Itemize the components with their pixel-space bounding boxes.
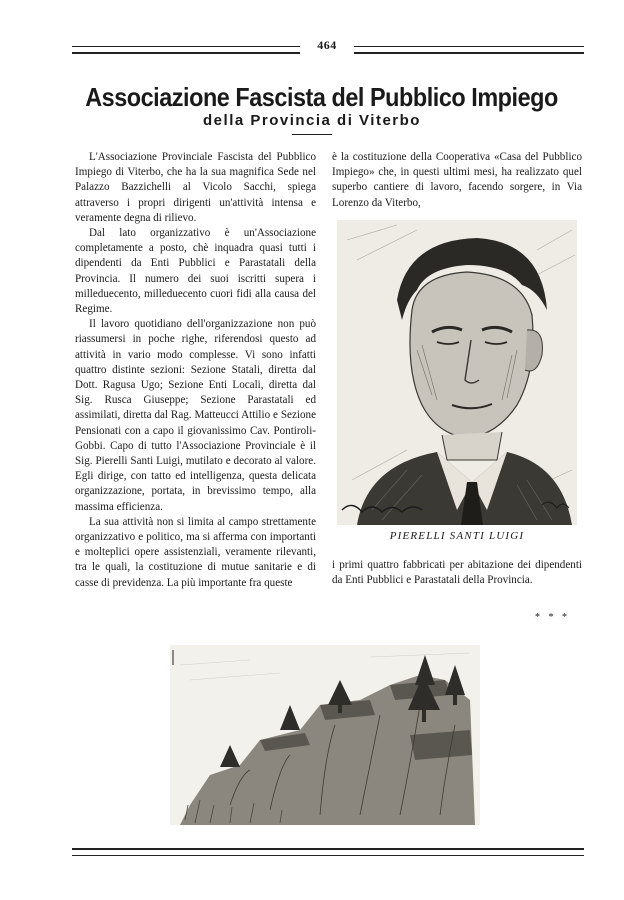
right-column-top	[332, 150, 582, 211]
article-subtitle: della Provincia di Viterbo	[203, 112, 421, 129]
paragraph-1: L'Associazione Provinciale Fascista del Pubblico Impiego di Viterbo, che ha la sua magnifica Sede nel Palazzo Bazzichelli al Vicolo Sacchi, spiega attraverso i propri dirigenti un'attività intensa e veramente degna di rilievo.	[75, 151, 316, 224]
page-header	[72, 38, 584, 58]
portrait-caption: PIERELLI SANTI LUIGI	[389, 530, 525, 542]
paragraph-conclusion: i primi quattro fabbricati per abitazione dei dipendenti da Enti Pubblici e Parastatali della Provincia.	[332, 559, 582, 587]
paragraph-4: La sua attività non si limita al campo strettamente organizzativo e politico, ma si afferma con importanti e molteplici opere assistenziali, veramente rilevanti, tra le quali, la costituzione di mutue sanitarie e di casse di previdenza. La più importante fra queste	[75, 515, 316, 589]
left-column	[75, 150, 316, 591]
header-rule-left	[72, 46, 300, 54]
paragraph-continued: è la costituzione della Cooperativa «Casa del Pubblico Impiego» che, in questi ultimi mesi, ha realizzato quel superbo cantiere di lavoro, facendo sorgere, in Via Lorenzo da Viterbo,	[332, 151, 582, 209]
page-number: 464	[317, 38, 337, 52]
landscape-illustration	[170, 645, 480, 825]
paragraph-3: Il lavoro quotidiano dell'organizzazione non può riassumersi in poche righe, riferendosi questo ad attività in vario modo complesse. Vi sono infatti quattro distinte sezioni: Sezione Statali, diretta dal Dott. Ragusa Ugo; Sezione Enti Locali, diretta dal Sig. Rusca Giuseppe; Sezione Parastatali ed assimilati, diretta dal Rag. Matteucci Attilio e Sezione Pensionati con a capo il giovanissimo Cav. Pontiroli-Gobbi. Capo di tutto l'Associazione Provinciale è il Sig. Pierelli Santi Luigi, mutilato e decorato al valore. Egli dirige, con tatto ed intelligenza, questa delicata organizzazione, portata, in brevissimo tempo, alla massima efficienza.	[75, 318, 316, 513]
portrait-sketch	[337, 220, 577, 525]
section-break: * * *	[535, 612, 570, 623]
article-title: Associazione Fascista del Pubblico Impiego	[85, 82, 558, 112]
footer-rule	[72, 848, 584, 856]
paragraph-2: Dal lato organizzativo è un'Associazione completamente a posto, chè inquadra quasi tutti i dipendenti da Enti Pubblici e Parastatali della Provincia. Il numero dei suoi iscritti supera i milleduecento, milleduecento cuori fidi alla causa del Regime.	[75, 227, 316, 316]
right-column-bottom	[332, 558, 582, 588]
header-rule-right	[354, 46, 584, 54]
title-divider	[292, 134, 332, 135]
